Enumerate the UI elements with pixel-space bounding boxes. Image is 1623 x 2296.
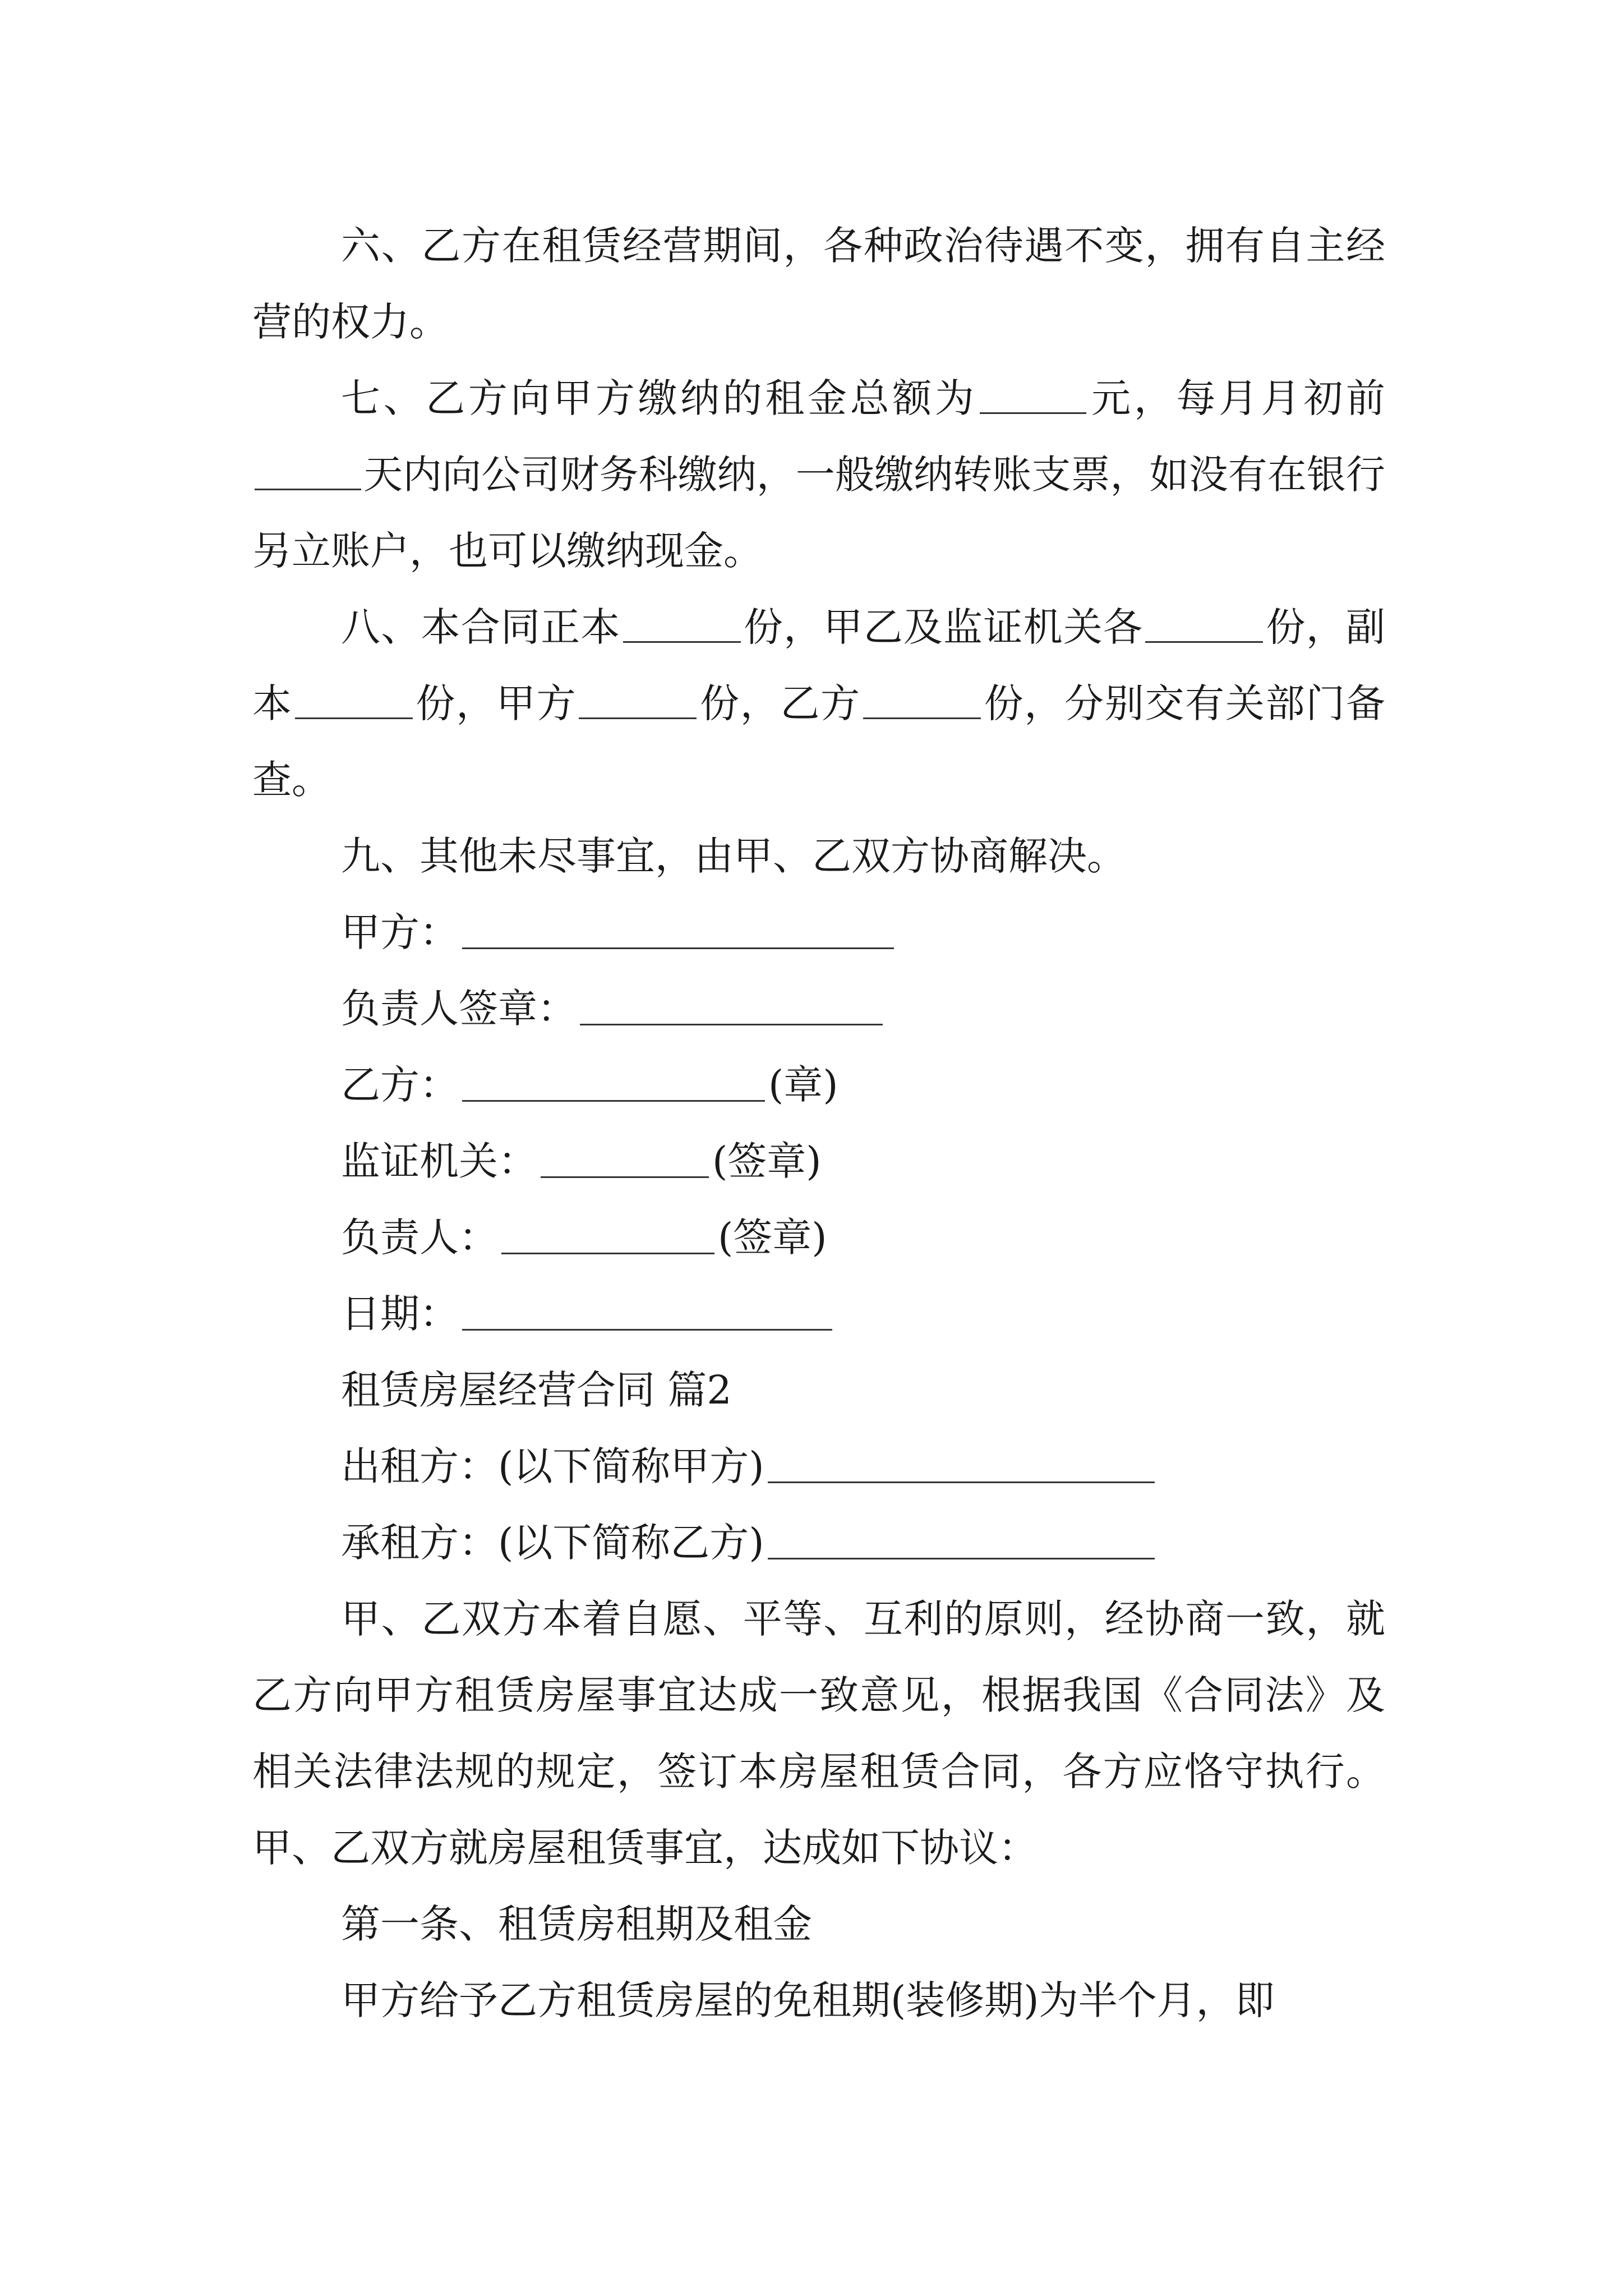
supervisor-line: [252, 1123, 1385, 1199]
party-a-copies-blank[interactable]: [579, 684, 697, 719]
each-party-copies-blank[interactable]: [1145, 608, 1263, 643]
lessor-label: 出租方：(以下简称甲方): [341, 1443, 764, 1489]
clause-seven-text-1: 七、乙方向甲方缴纳的租金总额为: [341, 375, 978, 421]
responsible-label: 负责人：: [341, 1214, 498, 1260]
date-line: [252, 1276, 1385, 1352]
responsible-sign-line: [252, 970, 1385, 1047]
clause-six: 六、乙方在租赁经营期间，各种政治待遇不变，拥有自主经营的权力。: [252, 223, 1385, 345]
lessor-line: [252, 1428, 1385, 1504]
original-copies-blank[interactable]: [623, 608, 741, 643]
clause-eight-text-2: 份，甲乙及监证机关各: [743, 604, 1144, 650]
responsible-signature-blank[interactable]: [501, 1219, 714, 1254]
clause-nine: 九、其他未尽事宜，由甲、乙双方协商解决。: [341, 833, 1126, 879]
rent-total-blank[interactable]: [980, 379, 1086, 414]
lessee-blank[interactable]: [768, 1524, 1155, 1559]
responsible-line: [252, 1199, 1385, 1276]
supervisor-signature-blank[interactable]: [541, 1143, 709, 1178]
clause-eight-text-1: 八、本合同正本: [341, 604, 621, 650]
party-b-signature-blank[interactable]: [462, 1066, 765, 1102]
party-a-signature-blank[interactable]: [462, 914, 894, 949]
payment-days-blank[interactable]: [255, 455, 361, 490]
responsible-seal-label: (签章): [718, 1214, 827, 1260]
clause-seven-text-2: 元，每月月初前: [1088, 375, 1386, 421]
date-label: 日期：: [341, 1291, 459, 1337]
party-a-line: [252, 894, 1385, 970]
party-b-line: [252, 1047, 1385, 1123]
lessor-blank[interactable]: [768, 1448, 1155, 1483]
section2-title: 租赁房屋经营合同 篇2: [341, 1367, 732, 1413]
clause-eight-text-5: 份，乙方: [699, 680, 861, 726]
party-a-label: 甲方：: [341, 909, 459, 955]
clause-eight: [252, 589, 1385, 818]
clause-eight-text-4: 份，甲方: [414, 680, 577, 726]
supervisor-label: 监证机关：: [341, 1138, 537, 1184]
party-b-copies-blank[interactable]: [863, 684, 981, 719]
lessee-line: [252, 1504, 1385, 1581]
party-b-seal-label: (章): [768, 1062, 838, 1108]
clause-seven: [252, 360, 1385, 589]
date-blank[interactable]: [462, 1295, 832, 1331]
lessee-label: 承租方：(以下简称乙方): [341, 1520, 764, 1566]
section2-intro: 甲、乙双方本着自愿、平等、互利的原则，经协商一致，就乙方向甲方租赁房屋事宜达成一致意见，根据我国《合同法》及相关法律法规的规定，签订本房屋租赁合同，各方应恪守执行。甲、乙双方就房屋租赁事宜，达成如下协议：: [252, 1596, 1385, 1871]
responsible-sign-label: 负责人签章：: [341, 986, 577, 1032]
party-b-label: 乙方：: [341, 1062, 459, 1108]
article1-title: 第一条、租赁房租期及租金: [341, 1901, 812, 1947]
supervisor-seal-label: (签章): [712, 1138, 822, 1184]
contract-page: [252, 208, 1385, 2039]
clause-eight-text-3: 份，副本: [252, 604, 1386, 726]
article1-text: 甲方给予乙方租赁房屋的免租期(装修期)为半个月，即: [341, 1977, 1275, 2023]
duplicate-copies-blank[interactable]: [295, 684, 413, 719]
clause-eight-text-6: 份，分别交有关部门备查。: [252, 680, 1386, 803]
clause-seven-text-3: 天内向公司财务科缴纳，一般缴纳转账支票，如没有在银行另立账户，也可以缴纳现金。: [252, 452, 1385, 574]
responsible-sign-blank[interactable]: [580, 990, 883, 1025]
